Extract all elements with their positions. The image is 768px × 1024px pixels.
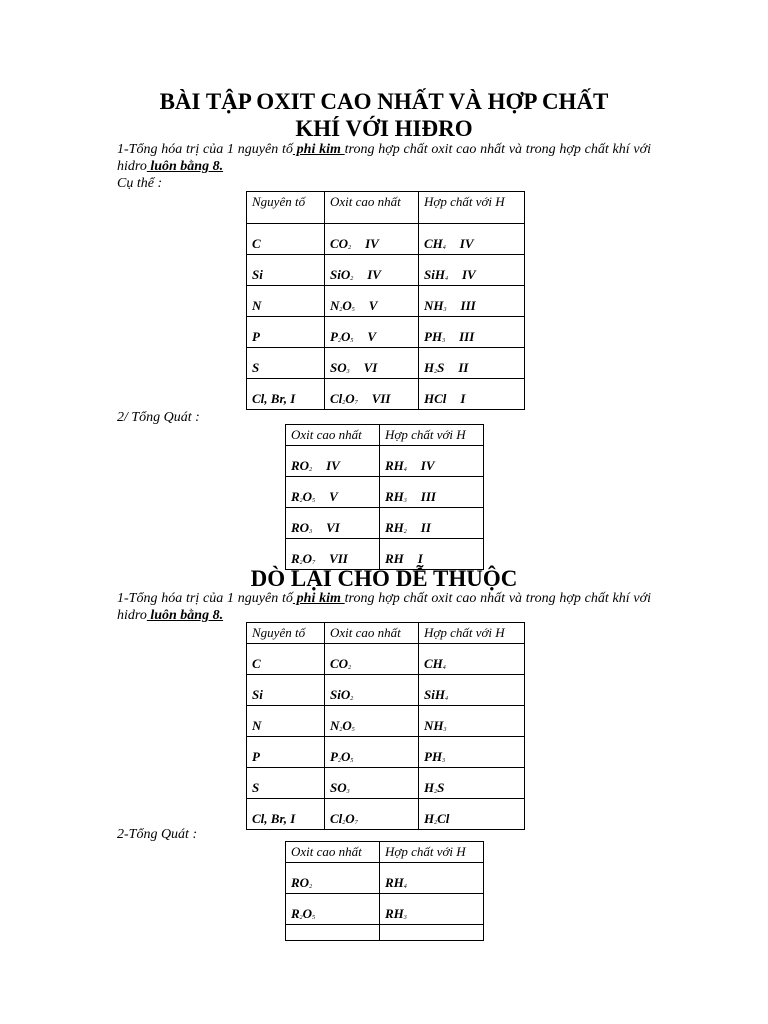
oxide-cell: $SO_3$ (325, 768, 419, 799)
table-row (286, 508, 484, 539)
intro-bold-phi-kim: phi kim (292, 142, 345, 157)
element-cell: Cl, Br, I (247, 379, 325, 410)
valence: IV (365, 236, 379, 251)
column-header: Hợp chất với H (380, 425, 484, 446)
formula: $RH_4$ (385, 458, 407, 473)
oxide-cell: $N_2O_5$ (325, 706, 419, 737)
oxide-cell (286, 925, 380, 941)
intro-bold-luon-bang: luôn bằng 8. (146, 159, 224, 174)
column-header: Oxit cao nhất (325, 192, 419, 224)
valence: V (329, 489, 338, 504)
table-row (247, 317, 525, 348)
valence: III (460, 298, 476, 313)
valence: VI (326, 520, 340, 535)
table-header-row (286, 842, 484, 863)
formula: $PH_3$ (424, 329, 446, 344)
element-cell: N (247, 706, 325, 737)
formula: $CH_4$ (424, 236, 446, 251)
valence: IV (459, 236, 474, 251)
valence: VI (363, 360, 378, 375)
formula: SiO$_2$ (330, 267, 354, 282)
table-row (247, 706, 525, 737)
formula: $R_2O_7$ (291, 551, 316, 566)
review-title (100, 565, 668, 592)
valence: IV (326, 458, 340, 473)
valence: II (420, 520, 431, 535)
valence: IV (420, 458, 435, 473)
oxide-cell: $RO_2$ (286, 863, 380, 894)
element-table (246, 191, 525, 410)
table-row (286, 894, 484, 925)
hydride-cell: SiH$_4$ (419, 675, 525, 706)
intro-text-2: trong hợp chất oxit cao nhất và trong hợp chất khí với hidro (117, 142, 651, 174)
column-header: Nguyên tố (247, 192, 325, 224)
title-line-2: KHÍ VỚI HIĐRO (295, 116, 473, 141)
oxide-cell (325, 317, 419, 348)
table-row (247, 255, 525, 286)
oxide-cell: $R_2O_5$ (286, 894, 380, 925)
table-row (247, 286, 525, 317)
formula: HCl (424, 391, 447, 406)
oxide-cell: $Cl_2O_7$ (325, 799, 419, 830)
valence: I (460, 391, 466, 406)
hydride-cell (419, 379, 525, 410)
review-bold-luon-bang: luôn bằng 8. (146, 608, 224, 623)
element-cell: Si (247, 255, 325, 286)
element-cell: S (247, 768, 325, 799)
oxide-cell (286, 477, 380, 508)
element-cell: S (247, 348, 325, 379)
review-element-table (246, 622, 525, 830)
valence: V (368, 298, 378, 313)
formula: $N_2O_5$ (330, 298, 355, 313)
formula: $RH_2$ (385, 520, 407, 535)
column-header: Hợp chất với H (419, 623, 525, 644)
formula: $P_2O_5$ (330, 329, 354, 344)
table-row (247, 644, 525, 675)
column-header: Hợp chất với H (380, 842, 484, 863)
hydride-cell (419, 224, 525, 255)
table-row (286, 925, 484, 941)
formula: $CO_2$ (330, 236, 352, 251)
table-row (247, 737, 525, 768)
table-row (286, 863, 484, 894)
hydride-cell: $RH_4$ (380, 863, 484, 894)
valence: I (417, 551, 423, 566)
formula: $SO_3$ (330, 360, 350, 375)
valence: III (420, 489, 436, 504)
intro-text: 1-Tổng hóa trị của 1 nguyên tố (117, 142, 293, 157)
element-cell: N (247, 286, 325, 317)
element-cell: C (247, 224, 325, 255)
tong-quat-label-1: 2/ Tổng Quát : (117, 410, 200, 425)
hydride-cell (380, 508, 484, 539)
review-paragraph (117, 590, 651, 624)
column-header: Oxit cao nhất (286, 425, 380, 446)
oxide-cell (286, 508, 380, 539)
hydride-cell (419, 286, 525, 317)
table-row (286, 446, 484, 477)
element-cell: C (247, 644, 325, 675)
review-bold-phi-kim: phi kim (292, 591, 345, 606)
table-header-row (247, 192, 525, 224)
formula: $RH_3$ (385, 489, 407, 504)
hydride-cell (380, 925, 484, 941)
formula: SiH$_4$ (424, 267, 448, 282)
column-header: Oxit cao nhất (286, 842, 380, 863)
valence: VII (329, 551, 348, 566)
hydride-cell: $H_2Cl$ (419, 799, 525, 830)
element-cell: P (247, 737, 325, 768)
formula: $H_2S$ (424, 360, 445, 375)
hydride-cell (419, 348, 525, 379)
hydride-cell (380, 477, 484, 508)
general-table (285, 424, 484, 570)
hydride-cell (380, 446, 484, 477)
hydride-cell: $H_2S$ (419, 768, 525, 799)
hydride-cell (419, 317, 525, 348)
formula: $RO_3$ (291, 520, 313, 535)
table-row (247, 348, 525, 379)
element-cell: Si (247, 675, 325, 706)
review-general-table (285, 841, 484, 941)
valence: VII (371, 391, 391, 406)
formula: RH (385, 551, 404, 566)
hydride-cell: $CH_4$ (419, 644, 525, 675)
table-header-row (247, 623, 525, 644)
formula: $R_2O_5$ (291, 489, 316, 504)
table-row (247, 799, 525, 830)
hydride-cell: $PH_3$ (419, 737, 525, 768)
hydride-cell: $RH_3$ (380, 894, 484, 925)
column-header: Nguyên tố (247, 623, 325, 644)
table-row (247, 768, 525, 799)
table-row (286, 477, 484, 508)
valence: IV (367, 267, 381, 282)
oxide-cell (325, 224, 419, 255)
hydride-cell (419, 255, 525, 286)
column-header: Oxit cao nhất (325, 623, 419, 644)
table-row (247, 675, 525, 706)
review-text-2: trong hợp chất oxit cao nhất và trong hợp chất khí với hidro (117, 591, 651, 623)
oxide-cell: $CO_2$ (325, 644, 419, 675)
oxide-cell: $P_2O_5$ (325, 737, 419, 768)
oxide-cell (325, 379, 419, 410)
page-title (100, 88, 668, 142)
formula: $Cl_2O_7$ (330, 391, 358, 406)
review-text: 1-Tổng hóa trị của 1 nguyên tố (117, 591, 293, 606)
table-header-row (286, 425, 484, 446)
oxide-cell (325, 348, 419, 379)
column-header: Hợp chất với H (419, 192, 525, 224)
intro-paragraph (117, 141, 651, 175)
oxide-cell: SiO$_2$ (325, 675, 419, 706)
oxide-cell (325, 255, 419, 286)
table-row (247, 224, 525, 255)
formula: $RO_2$ (291, 458, 313, 473)
valence: V (367, 329, 377, 344)
hydride-cell: $NH_3$ (419, 706, 525, 737)
element-cell: Cl, Br, I (247, 799, 325, 830)
review-title-text: DÒ LẠI CHO DỄ THUỘC (250, 566, 518, 591)
formula: $NH_3$ (424, 298, 447, 313)
title-line-1: BÀI TẬP OXIT CAO NHẤT VÀ HỢP CHẤT (159, 89, 609, 114)
valence: IV (461, 267, 476, 282)
element-cell: P (247, 317, 325, 348)
table-row (247, 379, 525, 410)
valence: II (458, 360, 469, 375)
oxide-cell (325, 286, 419, 317)
tong-quat-label-2: 2-Tổng Quát : (117, 827, 198, 842)
oxide-cell (286, 446, 380, 477)
cu-the-label: Cụ thể : (117, 176, 163, 191)
valence: III (459, 329, 475, 344)
